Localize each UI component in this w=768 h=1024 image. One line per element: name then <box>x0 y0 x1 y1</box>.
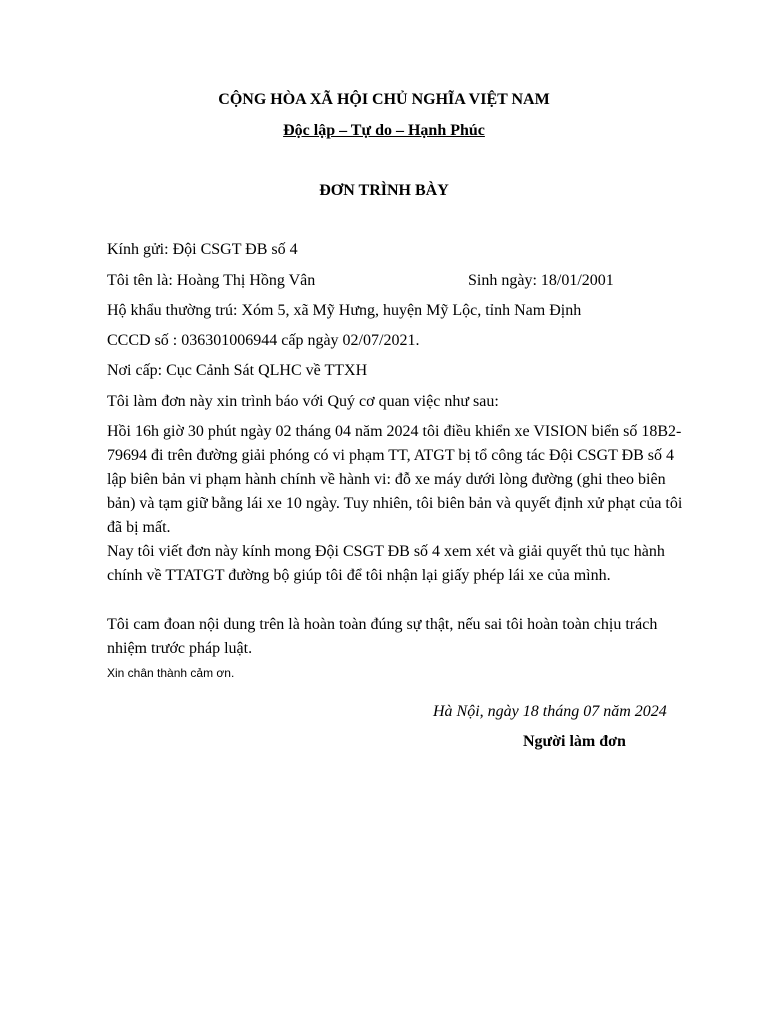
commitment-paragraph: Tôi cam đoan nội dung trên là hoàn toàn đúng sự thật, nếu sai tôi hoàn toàn chịu trách nhiệm trước pháp luật. <box>107 616 658 657</box>
document-title: ĐƠN TRÌNH BÀY <box>319 182 449 199</box>
signer-label: Người làm đơn <box>523 733 626 750</box>
intro-line: Tôi làm đơn này xin trình báo với Quý cơ quan việc như sau: <box>107 393 499 410</box>
request-paragraph: Nay tôi viết đơn này kính mong Đội CSGT ĐB số 4 xem xét và giải quyết thủ tục hành chính về TTATGT đường bộ giúp tôi để tôi nhận lại giấy phép lái xe của mình. <box>107 543 665 584</box>
birth-date-line: Sinh ngày: 18/01/2001 <box>468 272 614 289</box>
thanks-line: Xin chân thành cảm ơn. <box>107 666 235 680</box>
motto-text: Độc lập – Tự do – Hạnh Phúc <box>283 122 485 139</box>
recipient-line: Kính gửi: Đội CSGT ĐB số 4 <box>107 241 298 258</box>
country-header: CỘNG HÒA XÃ HỘI CHỦ NGHĨA VIỆT NAM <box>218 91 550 108</box>
place-date: Hà Nội, ngày 18 tháng 07 năm 2024 <box>433 703 667 720</box>
incident-paragraph: Hồi 16h giờ 30 phút ngày 02 tháng 04 năm 2024 tôi điều khiển xe VISION biển số 18B2-79694 đi trên đường giải phóng có vi phạm TT, ATGT bị tổ công tác Đội CSGT ĐB số 4 lập biên bản vi phạm hành chính về hành vi: đỗ xe máy dưới lòng đường (ghi theo biên bản) và tạm giữ bằng lái xe 10 ngày. Tuy nhiên, tôi biên bản và quyết định xử phạt của tôi đã bị mất. <box>107 423 683 536</box>
motto <box>0 122 768 140</box>
id-card-line: CCCD số : 036301006944 cấp ngày 02/07/2021. <box>107 332 420 349</box>
issued-by-line: Nơi cấp: Cục Cảnh Sát QLHC về TTXH <box>107 362 368 379</box>
residence-line: Hộ khẩu thường trú: Xóm 5, xã Mỹ Hưng, huyện Mỹ Lộc, tỉnh Nam Định <box>107 302 582 319</box>
name-line: Tôi tên là: Hoàng Thị Hồng Vân <box>107 272 316 289</box>
